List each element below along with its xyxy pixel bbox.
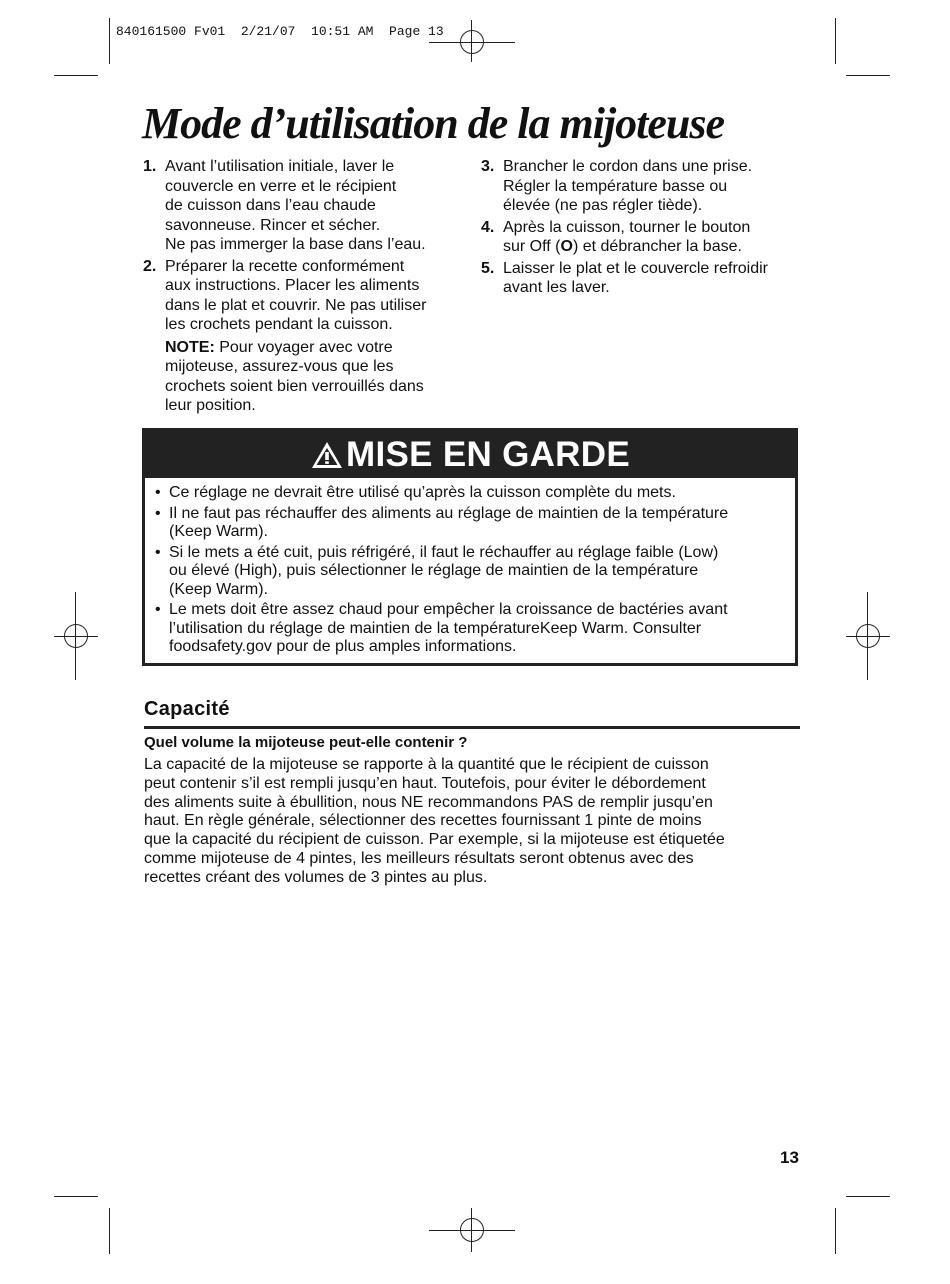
step-number: 1. [143, 158, 157, 175]
note-text: Pour voyager avec votre mijoteuse, assurez-vous que les crochets soient bien verrouillés dans leur position. [165, 338, 424, 414]
instructions-left-column [143, 157, 468, 416]
step-text: Avant l’utilisation initiale, laver le couvercle en verre et le récipient de cuisson dans l’eau chaude savonneuse. Rincer et sécher. Ne pas immerger la base dans l’eau. [165, 158, 426, 253]
step-text: Laisser le plat et le couvercle refroidir avant les laver. [503, 259, 769, 296]
warning-triangle-icon [310, 440, 344, 470]
instruction-step-3 [481, 157, 811, 216]
step-text: Brancher le cordon dans une prise. Régler la température basse ou élevée (ne pas régler tiède). [503, 158, 753, 214]
warning-list [145, 478, 795, 657]
instruction-step-5 [481, 259, 811, 298]
warning-bullet: • Si le mets a été cuit, puis réfrigéré, il faut le réchauffer au réglage faible (Low) ou élevé (High), puis sélectionner le réglage de maintien de la température (Keep Warm). [155, 544, 785, 600]
step-text-after: ) et débrancher la base. [572, 238, 742, 255]
instruction-step-4 [481, 218, 811, 257]
off-symbol: O [560, 238, 573, 255]
warning-heading: MISE EN GARDE [346, 434, 630, 474]
capacity-heading: Capacité [144, 698, 230, 720]
printer-slug: 840161500 Fv01 2/21/07 10:51 AM Page 13 [116, 24, 444, 39]
section-divider [144, 726, 800, 729]
step-text: Préparer la recette conformément aux instructions. Placer les aliments dans le plat et couvrir. Ne pas utiliser les crochets pendant la cuisson. [165, 257, 427, 333]
step-number: 4. [481, 218, 495, 236]
step-text [503, 218, 811, 257]
crop-mark-top-left-horizontal [54, 75, 98, 76]
warning-bullet: • Ce réglage ne devrait être utilisé qu’après la cuisson complète du mets. [155, 484, 785, 503]
capacity-body-text: La capacité de la mijoteuse se rapporte à la quantité que le récipient de cuisson peut contenir s’il est rempli jusqu’en haut. Toutefois, pour éviter le débordement des aliments suite à ébullition, nous NE recommandons PAS de remplir jusqu’en haut. En règle générale, sélectionner des recettes fournissant 1 pinte de moins que la capacité du récipient de cuisson. Par exemple, si la mijoteuse est étiquetée comme mijoteuse de 4 pintes, les meilleurs résultats seront obtenus avec des recettes créant des volumes de 3 pintes au plus. [144, 756, 725, 886]
step-number: 2. [143, 257, 157, 275]
warning-header [145, 431, 795, 478]
page-title: Mode d’utilisation de la mijoteuse [142, 99, 725, 148]
step-number: 5. [481, 259, 495, 277]
crop-mark-bottom-left-horizontal [54, 1196, 98, 1197]
travel-note [165, 338, 468, 416]
instructions-right-column [481, 157, 811, 300]
warning-bullet: • Le mets doit être assez chaud pour empêcher la croissance de bactéries avant l’utilisation du réglage de maintien de la températureKeep Warm. Consulter foodsafety.gov pour de plus amples informations. [155, 601, 785, 657]
step-text-before: Après la cuisson, tourner le bouton sur Off ( [503, 218, 751, 255]
instruction-step-2 [143, 257, 468, 335]
warning-box [142, 428, 798, 666]
crop-mark-top-right-horizontal [846, 75, 890, 76]
step-number: 3. [481, 158, 495, 175]
instruction-step-1 [143, 157, 468, 255]
crop-mark-bottom-right-horizontal [846, 1196, 890, 1197]
crop-mark-bottom-left-vertical [109, 1208, 110, 1254]
crop-mark-bottom-right-vertical [835, 1208, 836, 1254]
capacity-question: Quel volume la mijoteuse peut-elle contenir ? [144, 734, 468, 751]
note-label: NOTE: [165, 338, 215, 356]
warning-bullet: • Il ne faut pas réchauffer des aliments au réglage de maintien de la température (Keep Warm). [155, 505, 785, 542]
page-number: 13 [780, 1148, 799, 1167]
crop-mark-top-left-vertical [109, 18, 110, 64]
crop-mark-top-right-vertical [835, 18, 836, 64]
